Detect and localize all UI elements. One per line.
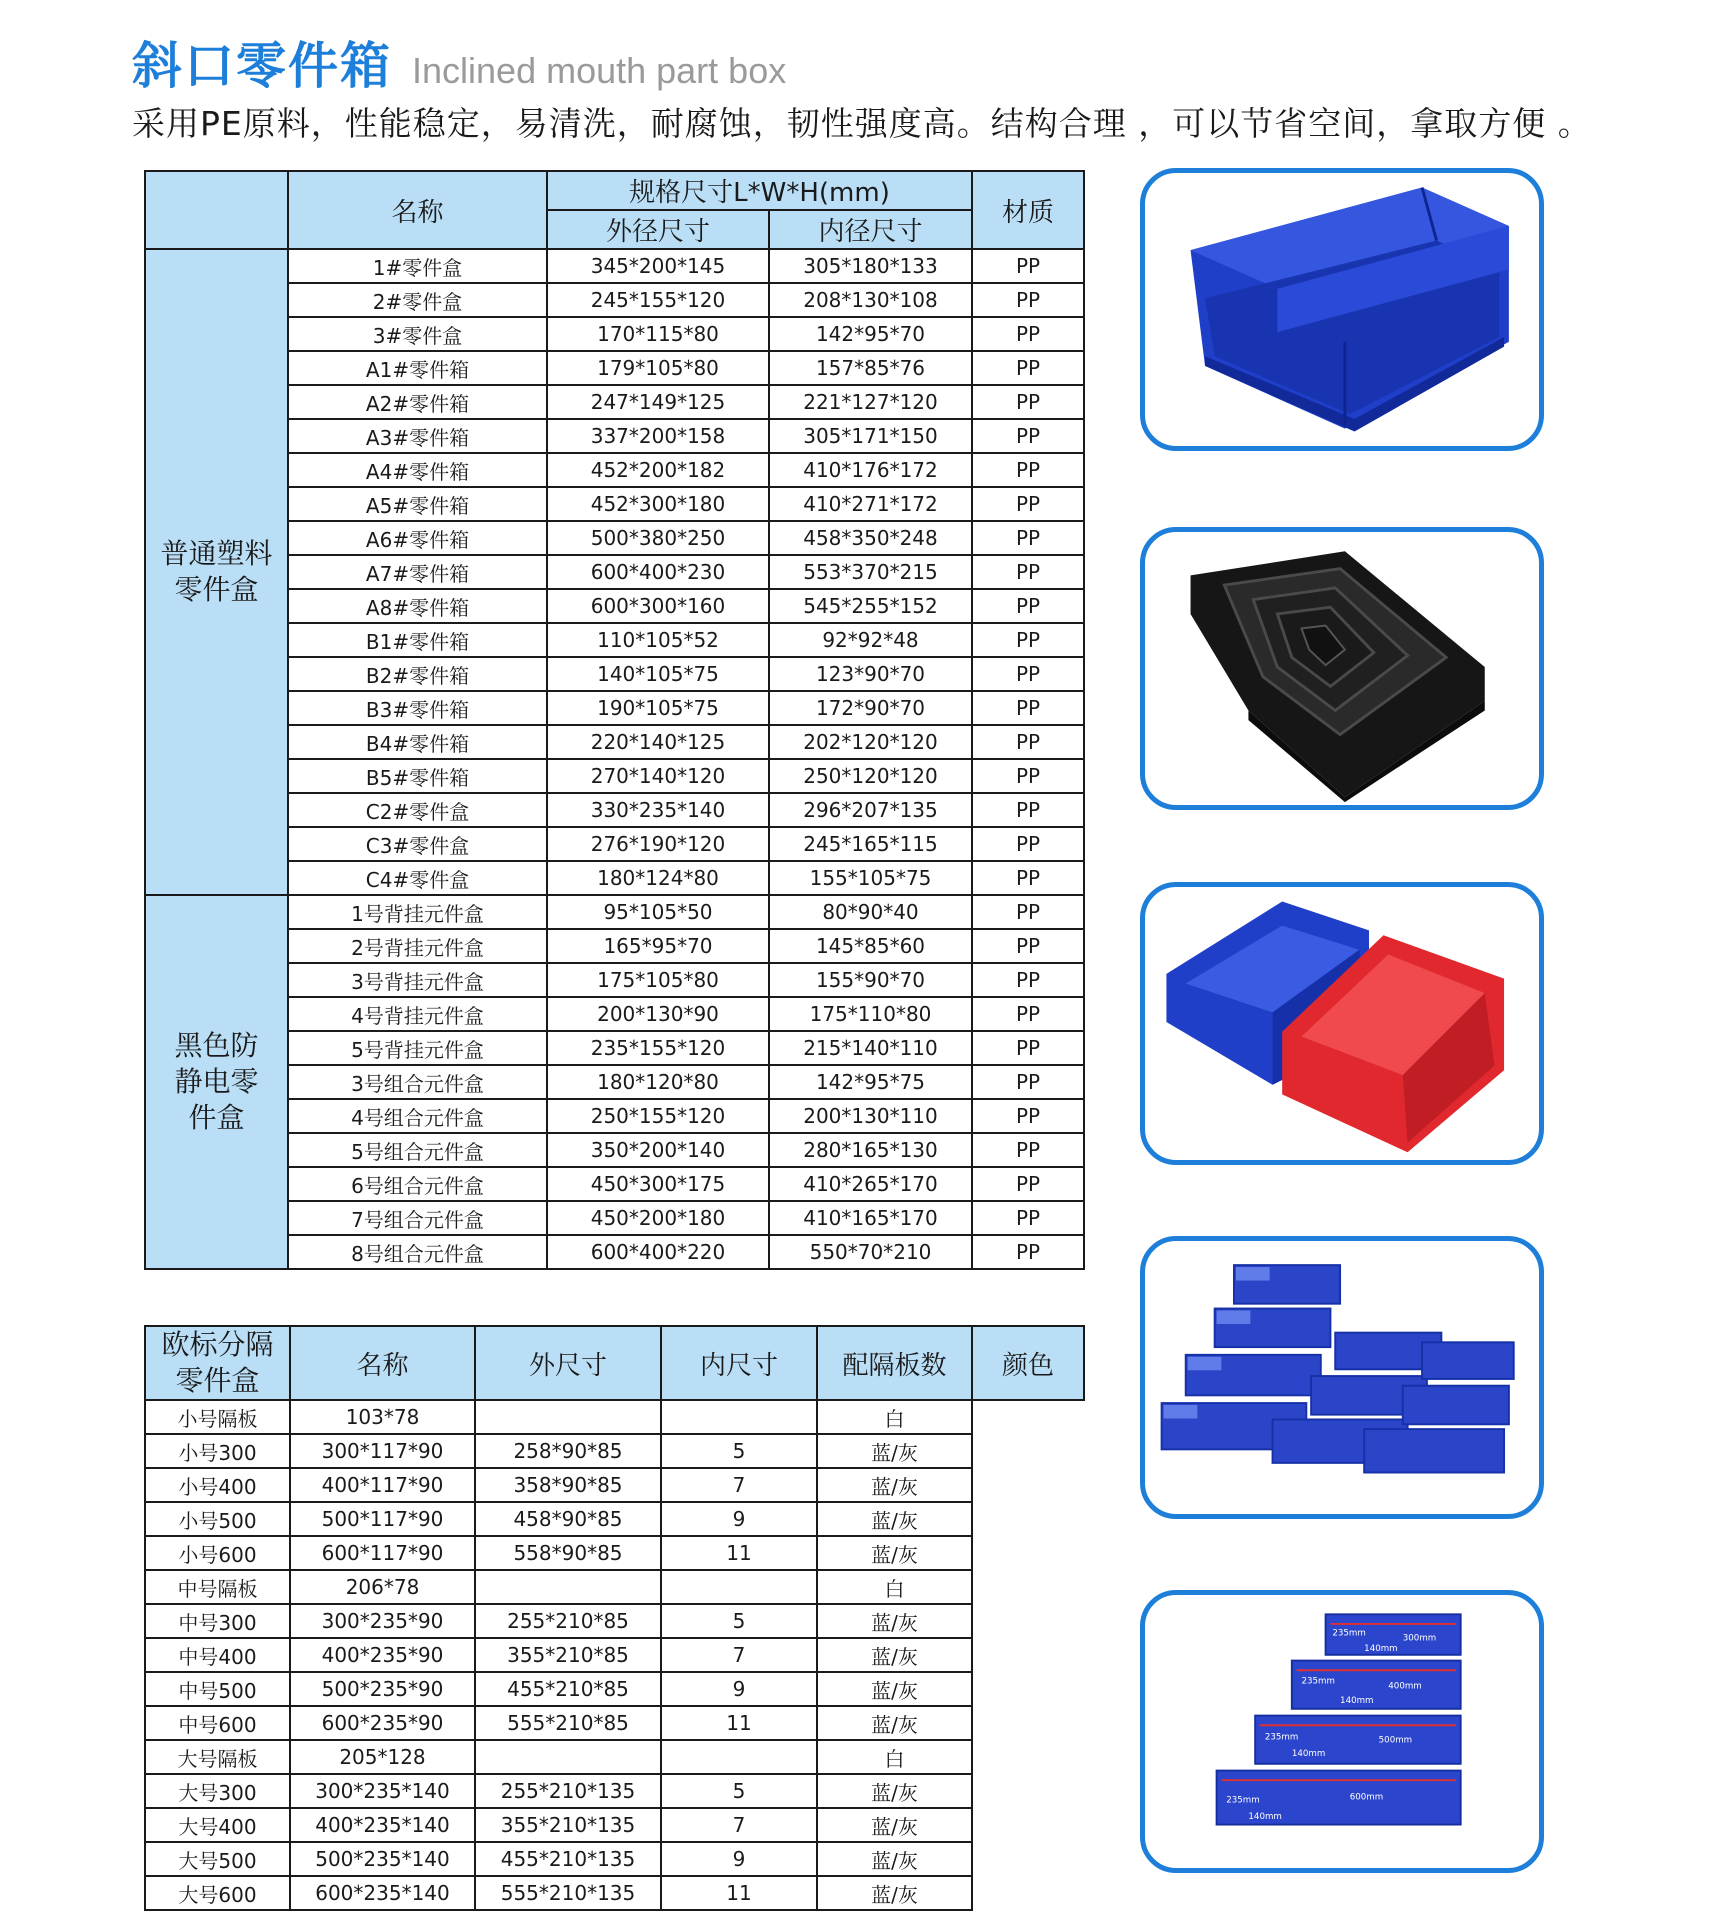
cell-outer-size: 180*124*80 <box>547 861 769 895</box>
cell-divider-count: 7 <box>661 1468 817 1502</box>
table-row <box>145 1536 1084 1570</box>
size-label: 140mm <box>1340 1696 1374 1707</box>
cell-name: A8#零件箱 <box>288 589 547 623</box>
cell-divider-count: 7 <box>661 1808 817 1842</box>
cell-material: PP <box>972 249 1084 283</box>
group-euro-label: 欧标分隔零件盒 <box>145 1326 290 1400</box>
cell-outer-size: 600*400*220 <box>547 1235 769 1269</box>
cell-outer-size: 245*155*120 <box>547 283 769 317</box>
cell-inner-size: 305*171*150 <box>769 419 972 453</box>
cell-material: PP <box>972 1099 1084 1133</box>
cell-outer-size: 330*235*140 <box>547 793 769 827</box>
group-plastic-label: 普通塑料零件盒 <box>145 249 288 895</box>
cell-inner-size: 80*90*40 <box>769 895 972 929</box>
cell-inner-size: 410*165*170 <box>769 1201 972 1235</box>
cell-name: A4#零件箱 <box>288 453 547 487</box>
cell-material: PP <box>972 453 1084 487</box>
cell-name: 中号300 <box>145 1604 290 1638</box>
size-label: 140mm <box>1291 1749 1326 1760</box>
cell-outer-size: 180*120*80 <box>547 1065 769 1099</box>
cell-outer-size: 190*105*75 <box>547 691 769 725</box>
table-row <box>145 1570 1084 1604</box>
cell-name: 2#零件盒 <box>288 283 547 317</box>
cell-color: 蓝/灰 <box>817 1502 972 1536</box>
size-label: 140mm <box>1364 1643 1398 1654</box>
euro-bins-illustration <box>1145 1241 1539 1514</box>
table-row <box>145 1502 1084 1536</box>
cell-name: 5号组合元件盒 <box>288 1133 547 1167</box>
cell-outer-size: 205*128 <box>290 1740 475 1774</box>
cell-name: A7#零件箱 <box>288 555 547 589</box>
cell-outer-size: 103*78 <box>290 1400 475 1434</box>
cell-material: PP <box>972 317 1084 351</box>
cell-inner-size: 157*85*76 <box>769 351 972 385</box>
cell-material: PP <box>972 691 1084 725</box>
cell-material: PP <box>972 895 1084 929</box>
cell-inner-size: 555*210*135 <box>475 1876 661 1910</box>
cell-inner-size: 555*210*85 <box>475 1706 661 1740</box>
cell-name: 5号背挂元件盒 <box>288 1031 547 1065</box>
cell-outer-size: 300*117*90 <box>290 1434 475 1468</box>
cell-name: 6号组合元件盒 <box>288 1167 547 1201</box>
cell-name: 小号500 <box>145 1502 290 1536</box>
cell-material: PP <box>972 351 1084 385</box>
header-spec: 规格尺寸L*W*H(mm) <box>547 171 972 210</box>
cell-name: 大号400 <box>145 1808 290 1842</box>
cell-inner-size: 255*210*85 <box>475 1604 661 1638</box>
cell-inner-size: 172*90*70 <box>769 691 972 725</box>
size-label: 235mm <box>1332 1628 1366 1639</box>
black-bins-illustration <box>1145 532 1539 805</box>
cell-divider-count: 9 <box>661 1842 817 1876</box>
cell-inner-size: 458*90*85 <box>475 1502 661 1536</box>
cell-material: PP <box>972 487 1084 521</box>
cell-color: 蓝/灰 <box>817 1638 972 1672</box>
cell-outer-size: 165*95*70 <box>547 929 769 963</box>
cell-name: 4号组合元件盒 <box>288 1099 547 1133</box>
cell-material: PP <box>972 555 1084 589</box>
cell-material: PP <box>972 929 1084 963</box>
table-row <box>145 1638 1084 1672</box>
cell-outer-size: 500*380*250 <box>547 521 769 555</box>
cell-inner-size: 455*210*135 <box>475 1842 661 1876</box>
cell-material: PP <box>972 1065 1084 1099</box>
cell-outer-size: 600*235*140 <box>290 1876 475 1910</box>
title-bar <box>132 26 787 95</box>
header-dividers: 配隔板数 <box>817 1326 972 1400</box>
cell-inner-size <box>475 1400 661 1434</box>
cell-inner-size: 280*165*130 <box>769 1133 972 1167</box>
cell-color: 蓝/灰 <box>817 1672 972 1706</box>
cell-divider-count <box>661 1570 817 1604</box>
cell-inner-size: 305*180*133 <box>769 249 972 283</box>
cell-name: A1#零件箱 <box>288 351 547 385</box>
cell-name: B3#零件箱 <box>288 691 547 725</box>
cell-outer-size: 270*140*120 <box>547 759 769 793</box>
size-label: 500mm <box>1378 1735 1413 1746</box>
cell-material: PP <box>972 385 1084 419</box>
size-label: 300mm <box>1402 1633 1437 1644</box>
cell-material: PP <box>972 623 1084 657</box>
cell-inner-size: 92*92*48 <box>769 623 972 657</box>
cell-name: C3#零件盒 <box>288 827 547 861</box>
cell-inner-size: 358*90*85 <box>475 1468 661 1502</box>
cell-divider-count: 11 <box>661 1706 817 1740</box>
cell-divider-count: 9 <box>661 1502 817 1536</box>
cell-outer-size: 345*200*145 <box>547 249 769 283</box>
header-outer: 外尺寸 <box>475 1326 661 1400</box>
cell-material: PP <box>972 861 1084 895</box>
cell-name: C2#零件盒 <box>288 793 547 827</box>
cell-outer-size: 300*235*90 <box>290 1604 475 1638</box>
table-row <box>145 1400 1084 1434</box>
cell-outer-size: 140*105*75 <box>547 657 769 691</box>
cell-inner-size: 255*210*135 <box>475 1774 661 1808</box>
cell-inner-size: 175*110*80 <box>769 997 972 1031</box>
cell-name: 中号600 <box>145 1706 290 1740</box>
size-label: 600mm <box>1349 1792 1384 1803</box>
cell-name: A2#零件箱 <box>288 385 547 419</box>
cell-inner-size: 142*95*75 <box>769 1065 972 1099</box>
cell-material: PP <box>972 793 1084 827</box>
size-label: 235mm <box>1264 1732 1299 1743</box>
table-row <box>145 1808 1084 1842</box>
cell-material: PP <box>972 997 1084 1031</box>
table-row <box>145 1706 1084 1740</box>
table-row <box>145 249 1084 283</box>
cell-divider-count: 5 <box>661 1604 817 1638</box>
cell-name: 4号背挂元件盒 <box>288 997 547 1031</box>
euro-bins-sizes-illustration <box>1145 1595 1539 1868</box>
cell-material: PP <box>972 521 1084 555</box>
cell-color: 蓝/灰 <box>817 1536 972 1570</box>
cell-outer-size: 500*235*90 <box>290 1672 475 1706</box>
cell-material: PP <box>972 1201 1084 1235</box>
header-color: 颜色 <box>972 1326 1084 1400</box>
spec-table-inclined-boxes <box>144 170 1085 1270</box>
cell-color: 白 <box>817 1740 972 1774</box>
cell-inner-size: 545*255*152 <box>769 589 972 623</box>
product-photo-euro-bins-sizes <box>1140 1590 1544 1873</box>
cell-name: 3号组合元件盒 <box>288 1065 547 1099</box>
cell-divider-count: 5 <box>661 1434 817 1468</box>
cell-outer-size: 500*235*140 <box>290 1842 475 1876</box>
cell-name: 大号隔板 <box>145 1740 290 1774</box>
cell-name: 大号300 <box>145 1774 290 1808</box>
cell-color: 蓝/灰 <box>817 1434 972 1468</box>
cell-inner-size: 123*90*70 <box>769 657 972 691</box>
cell-divider-count: 11 <box>661 1876 817 1910</box>
cell-inner-size: 215*140*110 <box>769 1031 972 1065</box>
cell-name: B2#零件箱 <box>288 657 547 691</box>
cell-inner-size: 155*105*75 <box>769 861 972 895</box>
cell-inner-size: 558*90*85 <box>475 1536 661 1570</box>
blue-bin-illustration <box>1145 173 1539 446</box>
cell-outer-size: 350*200*140 <box>547 1133 769 1167</box>
cell-inner-size: 410*265*170 <box>769 1167 972 1201</box>
cell-inner-size: 258*90*85 <box>475 1434 661 1468</box>
cell-color: 蓝/灰 <box>817 1876 972 1910</box>
cell-outer-size: 200*130*90 <box>547 997 769 1031</box>
table-row <box>145 1434 1084 1468</box>
header-inner: 内径尺寸 <box>769 210 972 249</box>
cell-divider-count <box>661 1400 817 1434</box>
cell-name: 大号500 <box>145 1842 290 1876</box>
cell-name: B5#零件箱 <box>288 759 547 793</box>
cell-outer-size: 235*155*120 <box>547 1031 769 1065</box>
cell-material: PP <box>972 827 1084 861</box>
cell-outer-size: 400*235*90 <box>290 1638 475 1672</box>
cell-inner-size: 221*127*120 <box>769 385 972 419</box>
size-label: 140mm <box>1248 1811 1282 1822</box>
size-label: 235mm <box>1226 1795 1260 1806</box>
cell-divider-count: 11 <box>661 1536 817 1570</box>
cell-outer-size: 276*190*120 <box>547 827 769 861</box>
cell-outer-size: 400*235*140 <box>290 1808 475 1842</box>
cell-name: 3#零件盒 <box>288 317 547 351</box>
cell-name: 中号500 <box>145 1672 290 1706</box>
cell-inner-size: 455*210*85 <box>475 1672 661 1706</box>
header-name: 名称 <box>288 171 547 249</box>
cell-name: B4#零件箱 <box>288 725 547 759</box>
cell-outer-size: 452*200*182 <box>547 453 769 487</box>
cell-name: 中号400 <box>145 1638 290 1672</box>
cell-divider-count: 9 <box>661 1672 817 1706</box>
cell-material: PP <box>972 725 1084 759</box>
page-title-english: Inclined mouth part box <box>412 50 787 91</box>
header-inner: 内尺寸 <box>661 1326 817 1400</box>
cell-name: 小号400 <box>145 1468 290 1502</box>
header-material: 材质 <box>972 171 1084 249</box>
cell-name: 7号组合元件盒 <box>288 1201 547 1235</box>
cell-name: 小号600 <box>145 1536 290 1570</box>
header-outer: 外径尺寸 <box>547 210 769 249</box>
cell-material: PP <box>972 1167 1084 1201</box>
cell-color: 蓝/灰 <box>817 1468 972 1502</box>
cell-name: 小号300 <box>145 1434 290 1468</box>
cell-inner-size: 155*90*70 <box>769 963 972 997</box>
cell-divider-count: 5 <box>661 1774 817 1808</box>
cell-color: 蓝/灰 <box>817 1774 972 1808</box>
cell-material: PP <box>972 419 1084 453</box>
cell-material: PP <box>972 759 1084 793</box>
cell-inner-size: 458*350*248 <box>769 521 972 555</box>
cell-name: A6#零件箱 <box>288 521 547 555</box>
cell-outer-size: 220*140*125 <box>547 725 769 759</box>
cell-inner-size: 296*207*135 <box>769 793 972 827</box>
cell-divider-count <box>661 1740 817 1774</box>
cell-color: 蓝/灰 <box>817 1808 972 1842</box>
table-row <box>145 1604 1084 1638</box>
cell-outer-size: 450*300*175 <box>547 1167 769 1201</box>
cell-color: 蓝/灰 <box>817 1842 972 1876</box>
cell-outer-size: 600*300*160 <box>547 589 769 623</box>
cell-material: PP <box>972 657 1084 691</box>
cell-inner-size: 250*120*120 <box>769 759 972 793</box>
table-row <box>145 1672 1084 1706</box>
cell-inner-size: 355*210*135 <box>475 1808 661 1842</box>
cell-outer-size: 110*105*52 <box>547 623 769 657</box>
cell-name: A3#零件箱 <box>288 419 547 453</box>
spec-table-euro-boxes <box>144 1325 1085 1911</box>
spec-table-body <box>145 1400 1084 1910</box>
cell-outer-size: 450*200*180 <box>547 1201 769 1235</box>
table-row <box>145 1842 1084 1876</box>
cell-material: PP <box>972 1235 1084 1269</box>
cell-color: 蓝/灰 <box>817 1706 972 1740</box>
cell-name: C4#零件盒 <box>288 861 547 895</box>
cell-name: 小号隔板 <box>145 1400 290 1434</box>
cell-outer-size: 179*105*80 <box>547 351 769 385</box>
cell-name: 2号背挂元件盒 <box>288 929 547 963</box>
cell-outer-size: 247*149*125 <box>547 385 769 419</box>
cell-name: 1#零件盒 <box>288 249 547 283</box>
cell-name: 8号组合元件盒 <box>288 1235 547 1269</box>
header-name: 名称 <box>290 1326 475 1400</box>
spec-table-body <box>145 249 1084 1269</box>
cell-divider-count: 7 <box>661 1638 817 1672</box>
table-row <box>145 1740 1084 1774</box>
cell-name: B1#零件箱 <box>288 623 547 657</box>
header-blank <box>145 171 288 249</box>
product-photo-blue-red-boxes <box>1140 882 1544 1165</box>
cell-material: PP <box>972 283 1084 317</box>
cell-outer-size: 500*117*90 <box>290 1502 475 1536</box>
cell-material: PP <box>972 1133 1084 1167</box>
cell-inner-size <box>475 1740 661 1774</box>
group-antistatic-label: 黑色防静电零件盒 <box>145 895 288 1269</box>
cell-outer-size: 300*235*140 <box>290 1774 475 1808</box>
cell-color: 白 <box>817 1570 972 1604</box>
cell-color: 蓝/灰 <box>817 1604 972 1638</box>
cell-material: PP <box>972 1031 1084 1065</box>
blue-red-bins-illustration <box>1145 887 1539 1160</box>
table-row <box>145 1876 1084 1910</box>
size-label: 400mm <box>1388 1681 1422 1692</box>
cell-inner-size: 208*130*108 <box>769 283 972 317</box>
table-row <box>145 895 1084 929</box>
table-row <box>145 1468 1084 1502</box>
cell-inner-size: 553*370*215 <box>769 555 972 589</box>
cell-name: 1号背挂元件盒 <box>288 895 547 929</box>
page-subtitle: 采用PE原料，性能稳定，易清洗，耐腐蚀，韧性强度高。结构合理 ，可以节省空间，拿取方便 。 <box>132 104 1592 143</box>
size-label: 235mm <box>1301 1676 1335 1687</box>
cell-outer-size: 600*400*230 <box>547 555 769 589</box>
cell-name: 大号600 <box>145 1876 290 1910</box>
cell-inner-size: 202*120*120 <box>769 725 972 759</box>
cell-outer-size: 600*235*90 <box>290 1706 475 1740</box>
cell-material: PP <box>972 589 1084 623</box>
cell-inner-size: 410*176*172 <box>769 453 972 487</box>
table-row <box>145 1774 1084 1808</box>
cell-inner-size: 142*95*70 <box>769 317 972 351</box>
product-photo-blue-box <box>1140 168 1544 451</box>
cell-outer-size: 337*200*158 <box>547 419 769 453</box>
cell-outer-size: 170*115*80 <box>547 317 769 351</box>
cell-color: 白 <box>817 1400 972 1434</box>
cell-outer-size: 95*105*50 <box>547 895 769 929</box>
page-title: 斜口零件箱 <box>132 37 392 95</box>
cell-outer-size: 400*117*90 <box>290 1468 475 1502</box>
cell-inner-size: 550*70*210 <box>769 1235 972 1269</box>
product-photo-euro-bins <box>1140 1236 1544 1519</box>
cell-outer-size: 600*117*90 <box>290 1536 475 1570</box>
cell-inner-size: 145*85*60 <box>769 929 972 963</box>
cell-name: 中号隔板 <box>145 1570 290 1604</box>
cell-outer-size: 206*78 <box>290 1570 475 1604</box>
cell-outer-size: 175*105*80 <box>547 963 769 997</box>
cell-inner-size: 200*130*110 <box>769 1099 972 1133</box>
cell-inner-size <box>475 1570 661 1604</box>
product-photo-black-boxes <box>1140 527 1544 810</box>
cell-material: PP <box>972 963 1084 997</box>
cell-name: A5#零件箱 <box>288 487 547 521</box>
cell-outer-size: 250*155*120 <box>547 1099 769 1133</box>
cell-outer-size: 452*300*180 <box>547 487 769 521</box>
cell-inner-size: 410*271*172 <box>769 487 972 521</box>
cell-inner-size: 245*165*115 <box>769 827 972 861</box>
cell-name: 3号背挂元件盒 <box>288 963 547 997</box>
cell-inner-size: 355*210*85 <box>475 1638 661 1672</box>
